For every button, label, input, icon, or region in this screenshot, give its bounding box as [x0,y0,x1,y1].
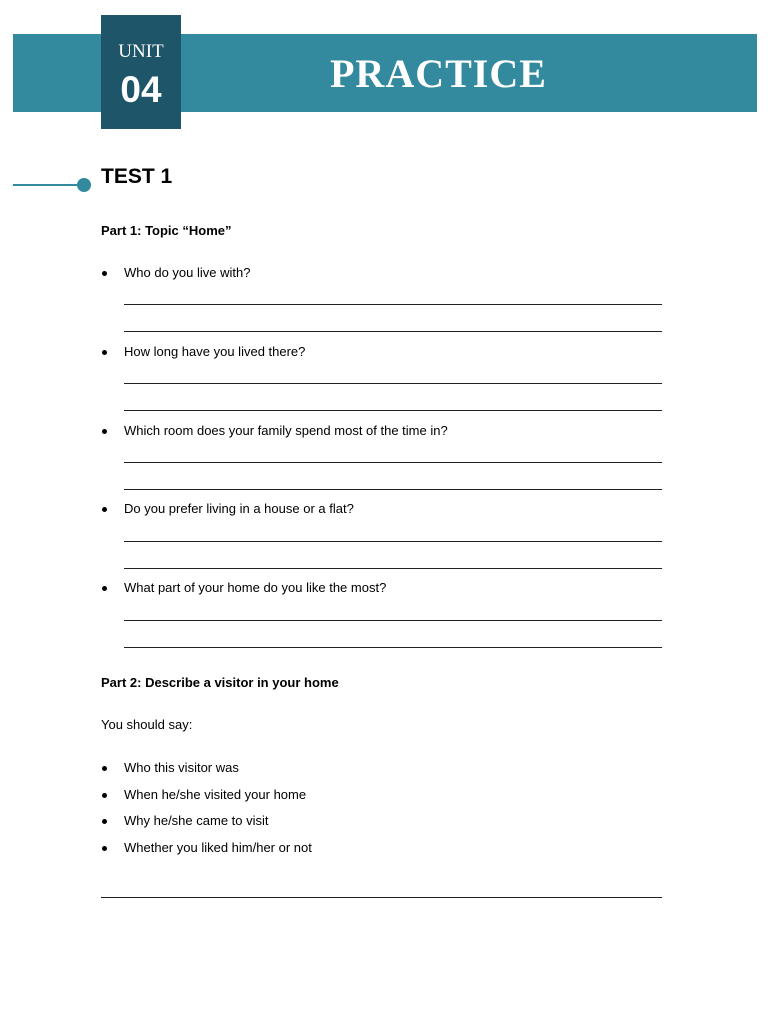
bullet-icon [102,429,107,434]
bullet-icon [102,819,107,824]
answer-line[interactable] [124,647,662,648]
question-5: What part of your home do you like the most? [124,580,387,595]
prompt-2: When he/she visited your home [124,787,307,802]
part2-heading: Part 2: Describe a visitor in your home [101,675,339,690]
prompt-3: Why he/she came to visit [124,813,269,828]
question-1: Who do you live with? [124,265,251,280]
test-marker-line [13,184,83,186]
answer-line[interactable] [124,620,662,621]
part1-heading: Part 1: Topic “Home” [101,223,232,238]
bullet-icon [102,846,107,851]
banner-title: PRACTICE [330,51,547,96]
answer-line[interactable] [124,541,662,542]
answer-line[interactable] [124,383,662,384]
test-marker-dot [77,178,91,192]
part2-intro: You should say: [101,717,193,732]
unit-number: 04 [120,69,162,110]
unit-label: UNIT [118,41,164,62]
bullet-icon [102,766,107,771]
test-title: TEST 1 [101,165,173,188]
bullet-icon [102,586,107,591]
bullet-icon [102,271,107,276]
answer-line[interactable] [124,489,662,490]
prompt-1: Who this visitor was [124,760,239,775]
answer-line[interactable] [124,462,662,463]
bullet-icon [102,350,107,355]
question-2: How long have you lived there? [124,344,306,359]
question-3: Which room does your family spend most of the time in? [124,423,448,438]
answer-line[interactable] [101,897,662,898]
answer-line[interactable] [124,304,662,305]
prompt-4: Whether you liked him/her or not [124,840,312,855]
bullet-icon [102,793,107,798]
answer-line[interactable] [124,410,662,411]
answer-line[interactable] [124,568,662,569]
question-4: Do you prefer living in a house or a flat? [124,501,354,516]
answer-line[interactable] [124,331,662,332]
unit-badge [101,15,181,129]
bullet-icon [102,507,107,512]
